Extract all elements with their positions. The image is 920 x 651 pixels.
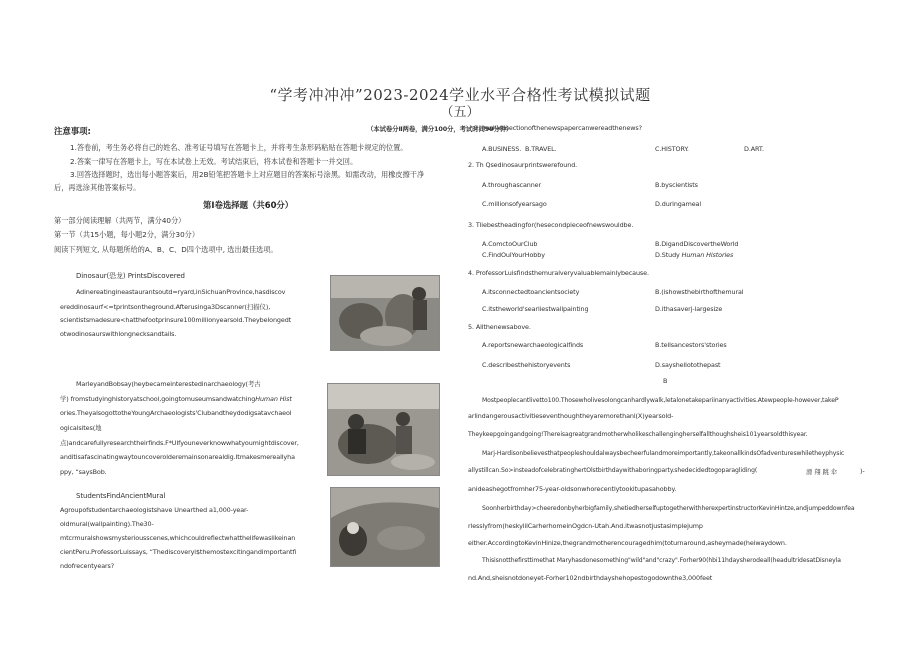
option-1b: B.TRAVEL. bbox=[525, 145, 557, 153]
option-2b: B.byscientists bbox=[655, 181, 698, 189]
passage-line-tail: ownfea bbox=[832, 505, 855, 512]
exam-title: “学考冲冲冲”2023-2024学业水平合格性考试模拟试题 bbox=[269, 86, 651, 104]
passage-line: Soonherbirthday>cheeredonbyherbigfamily,shetiedherselfuptogetherwithherexpertinstructorKevinHintze,andjumpedd bbox=[482, 505, 833, 512]
option-2c: C.millionsofyearsago bbox=[482, 200, 547, 208]
notice-item: 后，再选涂其他答案标号。 bbox=[54, 183, 141, 192]
part-line: 第一节（共15小题，每小题2分，满分30分） bbox=[54, 230, 200, 239]
notice-item: 2.答案一律写在答题卡上，写在本试卷上无效。考试结束后，将本试卷和答题卡一并交回。 bbox=[70, 157, 358, 166]
story-line: MarleyandBobsay(heybecameinterestedinarchaeology(考古 bbox=[76, 380, 261, 388]
option-3b: B.DigandDiscovertheWorld bbox=[655, 240, 739, 248]
passage-line-cn: 滑 翔 跳 伞 bbox=[806, 468, 837, 476]
story-line: ndofrecentyears? bbox=[60, 562, 115, 570]
passage-line: anideashegotfromher75-year-oldsonwhorecentlytookitupasahobby. bbox=[468, 485, 677, 493]
story-line: Agroupofstudentarchaeologistshave Unearthed a1,000-year- bbox=[60, 506, 249, 514]
option-4b: B.(ishowsthebirthofthemural bbox=[655, 288, 744, 296]
passage-line-tail: physic bbox=[825, 450, 845, 457]
story-line: cientPeru.ProfessorLuissays, “Thediscoveryi$themostexcitingandimportantfi bbox=[60, 548, 297, 556]
option-5b: B.tellsancestors'stories bbox=[655, 341, 727, 349]
option-5c: C.describesthehistoryevents bbox=[482, 361, 571, 369]
notice-item: 3.回答选择题时，选出每小题答案后，用2B铅笔把答题卡上对应题目的答案标号涂黑。如需改动，用橡皮擦干净 bbox=[70, 170, 425, 179]
story-italic: Human Hist bbox=[255, 395, 292, 403]
part-line: 第一部分阅读理解（共两节，满分40分） bbox=[54, 216, 186, 225]
option-4d: D.ithasaverj-largesize bbox=[655, 305, 723, 313]
question-3: 3. Tliebestheadingfor(hesecondpieceofnewswouldbe. bbox=[468, 221, 634, 229]
story-line: 点)andcarefullyresearchtheirfinds.F*UIfyouneverknowwhatyoumightdiscover, bbox=[60, 439, 299, 447]
story-line: ereddinosaurf<=tprintsontheground.Afterusinga3Dscanner(扫描仪), bbox=[60, 303, 271, 311]
story-title: Dinosaur(恐龙) PrintsDiscovered bbox=[76, 272, 185, 280]
question-5: 5. Allthenewsabove. bbox=[468, 323, 531, 331]
passage-line: either.AccordingtoKevinHinize,thegrandmotherencouragedhim(toturnaround,asheymade(heiwaydown. bbox=[468, 539, 787, 547]
story-line: 学) fromstudyinghistoryatschool,goingtomuseumsandwatching bbox=[60, 395, 256, 403]
option-2a: A.throughascanner bbox=[482, 181, 542, 189]
notice-item: 1.答卷前，考生务必将自己的姓名、准考证号填写在答题卡上，并将考生条形码粘贴在答题卡规定的位置。 bbox=[70, 143, 408, 152]
passage-line: allystillcan.So>insteadofcelebratinghertOlstbirthdaywithaboringparty.shedecidedtogoparagliding( bbox=[468, 467, 758, 474]
passage-line: arlindangerousactivitieseventhoughtheyaremorethanl(X)yearsold- bbox=[468, 412, 674, 420]
notice-heading: 注意事项: bbox=[54, 126, 91, 136]
exam-subtitle: （五） bbox=[440, 105, 480, 120]
option-1a: A.BUSINESS. bbox=[482, 145, 522, 153]
question-4: 4. ProfessorLuisfindsthemuralveryvaluablemainlybecause. bbox=[468, 269, 649, 277]
story-line: otwodinosaurswithlongnecksandtails. bbox=[60, 330, 177, 338]
option-1c: C.HISTORY. bbox=[655, 145, 689, 153]
part-line: 阅读下列短文, 从每题所给的A、B、C、D四个选项中, 选出最佳选项。 bbox=[54, 245, 278, 254]
story-line: ppy, “saysBob. bbox=[60, 468, 107, 476]
passage-line: rlesslyfrom(heskylilCarherhomeinOgdcn-Utah.And.itwasnotjustasimplejump bbox=[468, 522, 703, 530]
option-1d: D.ART. bbox=[744, 145, 764, 153]
option-4c: C.itstheworld'searliestwallpainting bbox=[482, 305, 589, 313]
question-1: 1. Inwhichsectionofthenewspapercanwereadthenews? bbox=[474, 124, 642, 132]
passage-line-wrap2 bbox=[482, 505, 855, 512]
passage-line: Thisisnotthefirsttimethat Maryhasdonesomething"wild"and"crazy".Forher90(hbi11hdaysherodeall(headultridesatDisneyla bbox=[482, 557, 841, 564]
story-line: oldmural(wallpainting).The30- bbox=[60, 520, 154, 528]
passage-line-wrap bbox=[482, 450, 844, 457]
story-line: mtcrmuralshowsmysteriousscenes,whichcouldreflectwhatthelifewaslikeinan bbox=[60, 534, 296, 542]
option-3c: C.FindOulYourHobby bbox=[482, 251, 545, 259]
story-line: anditisafascinatingwaytouncoverolderemainsonarealdig.Itmakesmereallyha bbox=[60, 453, 295, 461]
dinosaur-footprint-photo bbox=[330, 275, 440, 351]
passage-line: nd.And,sheisnotdoneyet-Forher102ndbirthdayshehopestogodownthe3,000feet bbox=[468, 574, 713, 582]
passage-line-end: )- bbox=[860, 467, 865, 475]
story-title: StudentsFindAncientMural bbox=[76, 492, 166, 500]
section-heading: 第Ⅰ卷选择题（共60分） bbox=[203, 200, 294, 210]
story-line: ogicalsites(地 bbox=[60, 424, 102, 432]
passage-line: Mostpeoplecantlivetto100.Thosewholivesolongcanhardlywalk,letalonetakepariinanyactivities.Atewpeople-however,takeP bbox=[482, 397, 839, 404]
option-2d: D.duringameal bbox=[655, 200, 702, 208]
option-3d-italic: Human Histories bbox=[681, 251, 734, 259]
option-5d: D.sayshellotothepast bbox=[655, 361, 721, 369]
story-line-wrap bbox=[60, 394, 292, 403]
story-line: ories.TheyalsogottotheYoungArchaeologists'Clubandtheydodigsatavchaeol bbox=[60, 409, 292, 417]
story-line: scientistsmadesure<hatthefootprinsure100millionyearsold.Theybelongedt bbox=[60, 316, 292, 324]
passage-b-label: B bbox=[663, 377, 668, 385]
exam-info: （本试卷分Ⅱ两卷，满分100分，考试时间90分钟） bbox=[367, 125, 513, 133]
option-3d-wrap bbox=[655, 251, 733, 259]
story-line: Adinereatingineastaurantsoutd=ryard,inSichuanProvince,hasdiscov bbox=[76, 288, 286, 296]
option-5a: A.reportsnewarchaeologicalfinds bbox=[482, 341, 584, 349]
passage-line: Theykeepgoingandgoing!Thereisagreatgrandmotherwholikeschallengingherselfallthoughsheis101yearsoldthisyear. bbox=[468, 431, 808, 438]
passage-line: Marj-Hardisonbelievesthatpeopleshouldalwaysbecheerfulandmoreimportantly,takeonallkindsOfadventureswhilethey bbox=[482, 450, 826, 457]
question-2: 2. Th Qsedinosaurprintswerefound. bbox=[468, 161, 578, 169]
ancient-mural-photo bbox=[330, 487, 440, 567]
option-4a: A.itsconnectedtoancientsociety bbox=[482, 288, 580, 296]
archaeologists-dig-photo bbox=[327, 383, 440, 476]
option-3a: A.ComctoOurClub bbox=[482, 240, 538, 248]
option-3d: D.Study bbox=[655, 251, 680, 259]
